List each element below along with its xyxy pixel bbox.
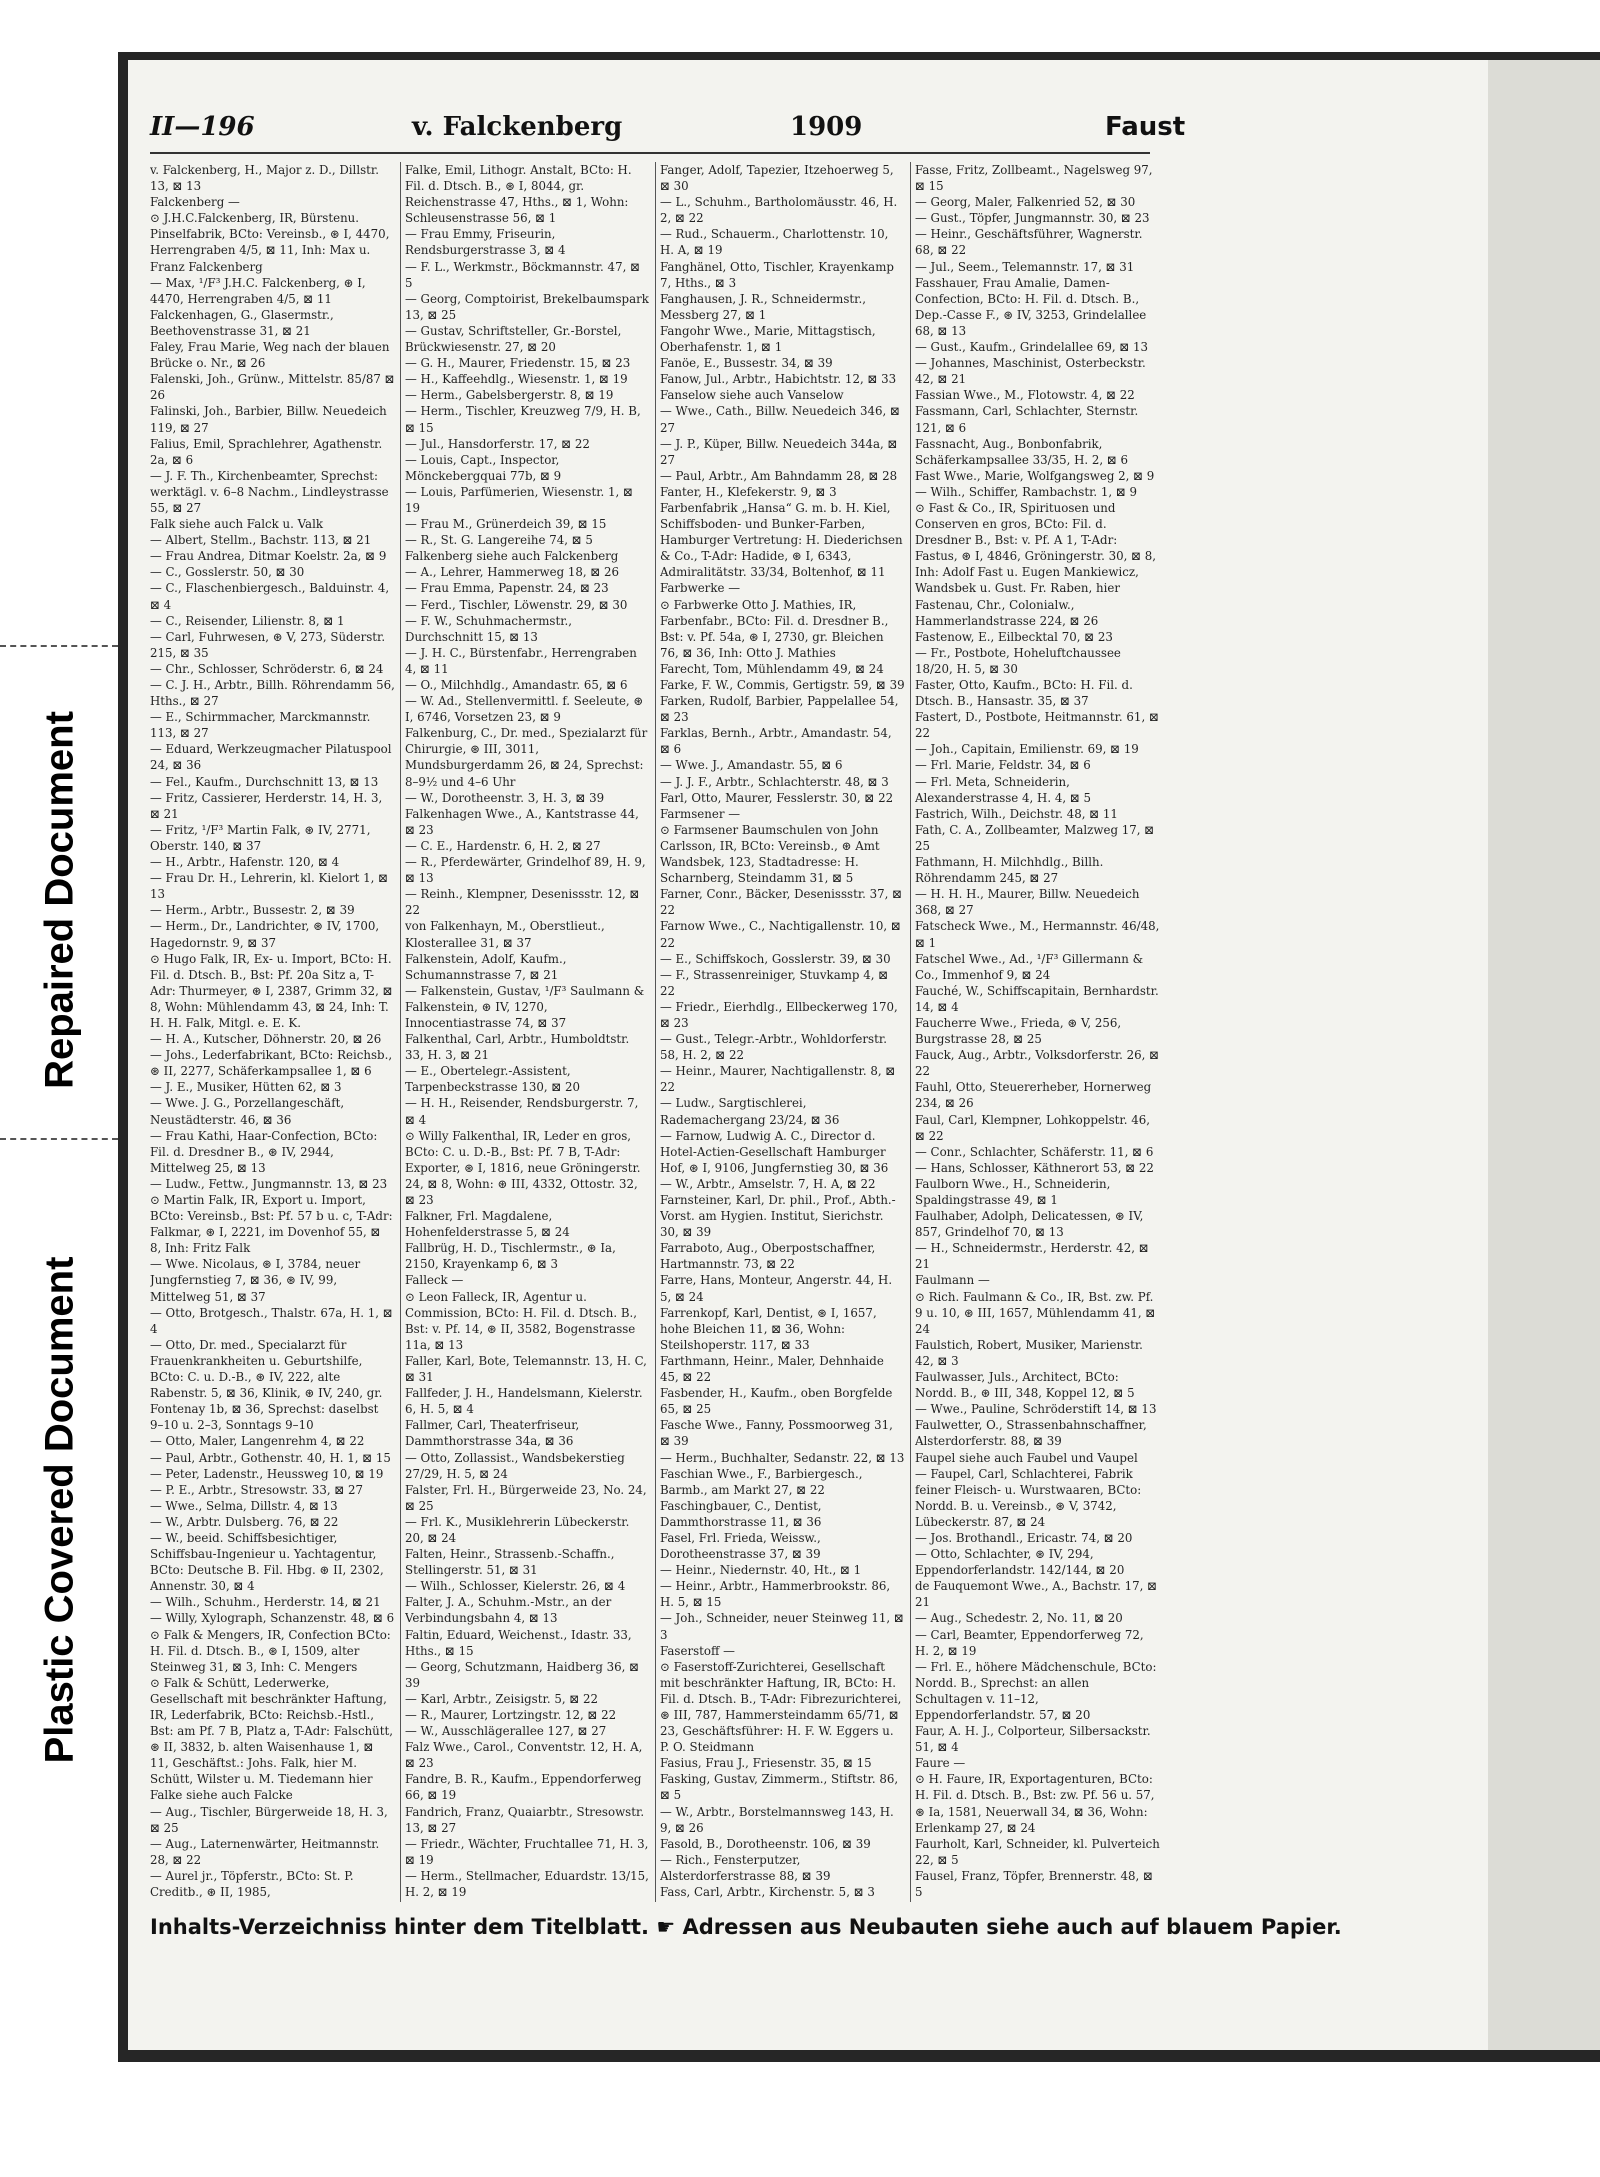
directory-entry: — Chr., Schlosser, Schröderstr. 6, ⊠ 24: [150, 661, 384, 676]
directory-entry: — Farnow, Ludwig A. C., Director d. Hotel-Actien-Gesellschaft Hamburger Hof, ⊛ I, 9106, Jungfernstieg 30, ⊠ 36: [660, 1128, 889, 1175]
directory-entry: Fasche Wwe., Fanny, Possmoorweg 31, ⊠ 39: [660, 1418, 893, 1449]
column-rule: [400, 162, 401, 1902]
directory-entry: — Georg, Comptoirist, Brekelbaumspark 13, ⊠ 25: [405, 291, 649, 322]
directory-entry: — J. F. Th., Kirchenbeamter, Sprechst: werktägl. v. 6–8 Nachm., Lindleystrasse 55, ⊠ 27: [150, 468, 389, 515]
left-annotation-strip: [0, 0, 118, 2177]
directory-entry: — Willy, Xylograph, Schanzenstr. 48, ⊠ 6: [150, 1611, 395, 1626]
directory-entry: Falkner, Frl. Magdalene, Hohenfelderstrasse 5, ⊠ 24: [405, 1209, 570, 1240]
page-right-edge: [1488, 60, 1600, 2050]
directory-entry: — Jul., Seem., Telemannstr. 17, ⊠ 31: [915, 259, 1135, 274]
directory-entry: Fanghausen, J. R., Schneidermstr., Messberg 27, ⊠ 1: [660, 291, 867, 322]
directory-entry: Fasbender, H., Kaufm., oben Borgfelde 65, ⊠ 25: [660, 1386, 893, 1417]
directory-entry: Falenski, Joh., Grünw., Mittelstr. 85/87 ⊠ 26: [150, 372, 395, 403]
directory-entry: — Conr., Schlachter, Schäferstr. 11, ⊠ 6: [915, 1144, 1154, 1159]
directory-entry: Fauck, Aug., Arbtr., Volksdorferstr. 26, ⊠ 22: [915, 1048, 1160, 1079]
directory-entry: Fandrich, Franz, Quaiarbtr., Stresowstr. 13, ⊠ 27: [405, 1804, 645, 1835]
directory-entry: Faster, Otto, Kaufm., BCto: H. Fil. d. Dtsch. B., Hansastr. 35, ⊠ 37: [915, 678, 1133, 709]
directory-entry: — W., Arbtr., Amselstr. 7, H. A, ⊠ 22: [660, 1176, 876, 1191]
directory-entry: ⊙ H. Faure, IR, Exportagenturen, BCto: H. Fil. d. Dtsch. B., Bst: zw. Pf. 56 u. 57, ⊛ Ia, 1581, Neuerwall 34, ⊠ 36, Wohn: Erlenkamp 27, ⊠ 24: [915, 1772, 1155, 1835]
directory-entry: — Herm., Buchhalter, Sedanstr. 22, ⊠ 13: [660, 1450, 905, 1465]
directory-entry: Fauhl, Otto, Steuererheber, Hornerweg 234, ⊠ 26: [915, 1080, 1152, 1111]
directory-entry: Fasel, Frl. Frieda, Weissw., Dorotheenstrasse 37, ⊠ 39: [660, 1530, 821, 1562]
directory-entry: — Fel., Kaufm., Durchschnitt 13, ⊠ 13: [150, 774, 379, 789]
directory-entry: Fasold, B., Dorotheenstr. 106, ⊠ 39: [660, 1836, 871, 1851]
column-rule: [655, 162, 656, 1902]
directory-entry: — Frl. E., höhere Mädchenschule, BCto: Nordd. B., Sprechst: an allen Schultagen v. 11–12, Eppendorferlandstr. 57, ⊠ 20: [915, 1659, 1157, 1722]
directory-entry: Fallfeder, J. H., Handelsmann, Kielerstr. 6, H. 5, ⊠ 4: [405, 1386, 643, 1417]
directory-entry: — Wwe., Selma, Dillstr. 4, ⊠ 13: [150, 1498, 338, 1513]
directory-entry: ⊙ J.H.C.Falckenberg, IR, Bürstenu. Pinselfabrik, BCto: Vereinsb., ⊛ I, 4470, Herrengraben 4/5, ⊠ 11, Inh: Max u. Franz Falckenberg: [150, 211, 390, 274]
repaired-document-label: Repaired Document: [37, 711, 82, 1089]
directory-entry: — Otto, Schlachter, ⊛ IV, 294, Eppendorferlandstr. 142/144, ⊠ 20: [915, 1547, 1125, 1578]
directory-entry: — P. E., Arbtr., Stresowstr. 33, ⊠ 27: [150, 1482, 363, 1497]
column-rule: [910, 162, 911, 1902]
directory-entry: Faulmann —: [915, 1273, 990, 1288]
label-column: [10, 0, 110, 2177]
directory-entry: — C., Gosslerstr. 50, ⊠ 30: [150, 565, 305, 580]
directory-entry: — Jos. Brothandl., Ericastr. 74, ⊠ 20: [915, 1530, 1133, 1545]
directory-entry: — Eduard, Werkzeugmacher Pilatuspool 24, ⊠ 36: [150, 742, 392, 773]
directory-entry: — Hans, Schlosser, Käthnerort 53, ⊠ 22: [915, 1160, 1154, 1175]
directory-entry: Faulhaber, Adolph, Delicatessen, ⊛ IV, 857, Grindelhof 70, ⊠ 13: [915, 1209, 1144, 1240]
directory-entry: Fast Wwe., Marie, Wolfgangsweg 2, ⊠ 9: [915, 468, 1155, 483]
directory-entry: Faulstich, Robert, Musiker, Marienstr. 42, ⊠ 3: [915, 1337, 1143, 1368]
directory-entry: — Fritz, Cassierer, Herderstr. 14, H. 3, ⊠ 21: [150, 790, 383, 821]
directory-entry: — W., Arbtr. Dulsberg. 76, ⊠ 22: [150, 1514, 339, 1529]
directory-entry: — Louis, Capt., Inspector, Mönckebergquai 77b, ⊠ 9: [405, 452, 562, 483]
directory-entry: — Frau M., Grünerdeich 39, ⊠ 15: [405, 517, 607, 532]
directory-column-1: [150, 162, 395, 1902]
directory-entry: ⊙ Falk & Schütt, Lederwerke, Gesellschaft mit beschränkter Haftung, IR, Lederfabrik, BCto: Reichsb.-Hstl., Bst: am Pf. 7 B, Platz a, T-Adr: Falschütt, ⊛ II, 3832, b. alten Waisenhause 1, ⊠ 11, Geschäftst.: Johs. Falk, hier M. Schütt, Wilster u. M. Tiedemann hier: [150, 1675, 393, 1787]
directory-entry: Falckenhagen, G., Glasermstr., Beethovenstrasse 31, ⊠ 21: [150, 307, 334, 338]
directory-entry: — Aug., Tischler, Bürgerweide 18, H. 3, ⊠ 25: [150, 1804, 388, 1835]
directory-entry: — R., Pferdewärter, Grindelhof 89, H. 9, ⊠ 13: [405, 855, 646, 886]
directory-entry: — Wwe. Nicolaus, ⊛ I, 3784, neuer Jungfernstieg 7, ⊠ 36, ⊛ IV, 99, Mittelweg 51, ⊠ 37: [150, 1257, 361, 1304]
directory-entry: Farken, Rudolf, Barbier, Pappelallee 54, ⊠ 23: [660, 694, 899, 725]
directory-entry: Faley, Frau Marie, Weg nach der blauen Brücke o. Nr., ⊠ 26: [150, 340, 390, 371]
directory-entry: — Otto, Maler, Langenrehm 4, ⊠ 22: [150, 1434, 365, 1449]
directory-entry: — Paul, Arbtr., Gothenstr. 40, H. 1, ⊠ 15: [150, 1450, 391, 1465]
directory-entry: — Gustav, Schriftsteller, Gr.-Borstel, Brückwiesenstr. 27, ⊠ 20: [405, 323, 622, 355]
directory-entry: Faulborn Wwe., H., Schneiderin, Spaldingstrasse 49, ⊠ 1: [915, 1176, 1111, 1207]
directory-entry: — Wilh., Schlosser, Kielerstr. 26, ⊠ 4: [405, 1579, 626, 1594]
directory-entry: Fathmann, H. Milchhdlg., Billh. Röhrendamm 245, ⊠ 27: [915, 855, 1104, 886]
directory-entry: Fatschel Wwe., Ad., ¹/F³ Gillermann & Co., Immenhof 9, ⊠ 24: [915, 951, 1144, 982]
directory-entry: — Joh., Schneider, neuer Steinweg 11, ⊠ 3: [660, 1611, 904, 1642]
directory-entry: — Georg, Schutzmann, Haidberg 36, ⊠ 39: [405, 1659, 640, 1690]
directory-entry: — E., Obertelegr.-Assistent, Tarpenbeckstrasse 130, ⊠ 20: [405, 1064, 581, 1095]
directory-entry: Farraboto, Aug., Oberpostschaffner, Hartmannstr. 73, ⊠ 22: [660, 1241, 876, 1272]
directory-entry: — Aurel jr., Töpferstr., BCto: St. P. Creditb., ⊛ II, 1985,: [150, 1868, 354, 1900]
directory-entry: — Jul., Hansdorferstr. 17, ⊠ 22: [405, 436, 590, 451]
dashed-separator-bottom: [0, 1138, 118, 1140]
directory-entry: — Paul, Arbtr., Am Bahndamm 28, ⊠ 28: [660, 468, 898, 483]
directory-entry: — W., Ausschlägerallee 127, ⊠ 27: [405, 1724, 607, 1739]
directory-entry: ⊙ Faserstoff-Zurichterei, Gesellschaft mit beschränkter Haftung, IR, BCto: H. Fil. d. Dtsch. B., T-Adr: Fibrezurichterei, ⊛ III, 787, Hammersteindamm 65/71, ⊠ 23, Geschäftsführer: H. F. W. Eggers u. P. O. Steidmann: [660, 1659, 902, 1755]
directory-entry: Falz Wwe., Carol., Conventstr. 12, H. A, ⊠ 23: [405, 1740, 643, 1771]
directory-entry: — E., Schirmmacher, Marckmannstr. 113, ⊠ 27: [150, 710, 371, 741]
directory-entry: — Faupel, Carl, Schlachterei, Fabrik feiner Fleisch- u. Wurstwaaren, BCto: Nordd. B. u. Vereinsb., ⊛ V, 3742, Lübeckerstr. 87, ⊠ 24: [915, 1466, 1142, 1529]
directory-entry: — Gust., Kaufm., Grindelallee 69, ⊠ 13: [915, 340, 1149, 355]
header-first-name: v. Falckenberg: [412, 112, 623, 142]
directory-entry: — J. H. C., Bürstenfabr., Herrengraben 4, ⊠ 11: [405, 645, 637, 676]
directory-entry: — A., Lehrer, Hammerweg 18, ⊠ 26: [405, 565, 620, 580]
directory-entry: — H., Arbtr., Hafenstr. 120, ⊠ 4: [150, 855, 340, 870]
directory-entry: — W., beeid. Schiffsbesichtiger, Schiffsbau-Ingenieur u. Yachtagentur, BCto: Deutsche B. Fil. Hbg. ⊛ II, 2302, Annenstr. 30, ⊠ 4: [150, 1530, 384, 1594]
page-header: [150, 112, 1186, 152]
directory-entry: Fallbrüg, H. D., Tischlermstr., ⊛ Ia, 2150, Krayenkamp 6, ⊠ 3: [405, 1241, 616, 1272]
directory-entry: Fath, C. A., Zollbeamter, Malzweg 17, ⊠ 25: [915, 822, 1155, 853]
directory-entry: — Herm., Dr., Landrichter, ⊛ IV, 1700, Hagedornstr. 9, ⊠ 37: [150, 919, 380, 950]
directory-entry: Faure —: [915, 1756, 966, 1771]
directory-entry: — Rich., Fensterputzer, Alsterdorferstrasse 88, ⊠ 39: [660, 1852, 831, 1883]
page-number: II—196: [150, 112, 255, 142]
directory-entry: Farbwerke —: [660, 581, 741, 596]
directory-entry: — Peter, Ladenstr., Heussweg 10, ⊠ 19: [150, 1466, 384, 1481]
directory-entry: — Wwe. J. G., Porzellangeschäft, Neustädterstr. 46, ⊠ 36: [150, 1096, 345, 1127]
directory-entry: Falten, Heinr., Strassenb.-Schaffn., Stellingerstr. 51, ⊠ 31: [405, 1547, 615, 1578]
directory-entry: — Friedr., Eierhdlg., Ellbeckerweg 170, ⊠ 23: [660, 999, 898, 1030]
directory-entry: — H., Kaffeehdlg., Wiesenstr. 1, ⊠ 19: [405, 372, 628, 387]
directory-entry: Falke siehe auch Falcke: [150, 1788, 293, 1803]
directory-entry: — Albert, Stellm., Bachstr. 113, ⊠ 21: [150, 533, 372, 548]
directory-entry: Falkenberg siehe auch Falckenberg: [405, 549, 619, 564]
directory-entry: — Gust., Töpfer, Jungmannstr. 30, ⊠ 23: [915, 211, 1150, 226]
directory-entry: Fasshauer, Frau Amalie, Damen-Confection, BCto: H. Fil. d. Dtsch. B., Dep.-Casse F., ⊛ IV, 3253, Grindelallee 68, ⊠ 13: [915, 275, 1147, 338]
directory-column-3: [660, 162, 905, 1902]
directory-entry: Fanselow siehe auch Vanselow: [660, 388, 844, 403]
directory-entry: — Frau Andrea, Ditmar Koelstr. 2a, ⊠ 9: [150, 549, 387, 564]
header-year: 1909: [790, 112, 863, 142]
directory-entry: Fastenau, Chr., Colonialw., Hammerlandstrasse 224, ⊠ 26: [915, 597, 1099, 628]
directory-entry: [660, 1900, 905, 1902]
directory-entry: [405, 1900, 650, 1902]
directory-entry: Falkenthal, Carl, Arbtr., Humboldtstr. 33, H. 3, ⊠ 21: [405, 1032, 630, 1063]
directory-entry: — Heinr., Geschäftsführer, Wagnerstr. 68, ⊠ 22: [915, 227, 1143, 258]
directory-entry: — E., Schiffskoch, Gosslerstr. 39, ⊠ 30: [660, 951, 891, 966]
directory-entry: Falius, Emil, Sprachlehrer, Agathenstr. 2a, ⊠ 6: [150, 436, 383, 467]
directory-entry: Fanger, Adolf, Tapezier, Itzehoerweg 5, ⊠ 30: [660, 163, 894, 194]
directory-entry: — Ludw., Fettw., Jungmannstr. 13, ⊠ 23: [150, 1176, 388, 1191]
directory-entry: v. Falckenberg, H., Major z. D., Dillstr. 13, ⊠ 13: [150, 163, 379, 194]
directory-entry: — Frau Emmy, Friseurin, Rendsburgerstrasse 3, ⊠ 4: [405, 227, 566, 258]
directory-entry: — Frl. Marie, Feldstr. 34, ⊠ 6: [915, 758, 1091, 773]
directory-entry: Farklas, Bernh., Arbtr., Amandastr. 54, ⊠ 6: [660, 726, 892, 757]
directory-entry: — Wwe., Pauline, Schröderstift 14, ⊠ 13: [915, 1402, 1157, 1417]
directory-entry: Farnow Wwe., C., Nachtigallenstr. 10, ⊠ 22: [660, 919, 901, 950]
directory-entry: Farner, Conr., Bäcker, Desenissstr. 37, ⊠ 22: [660, 887, 903, 918]
directory-entry: — H. A., Kutscher, Döhnerstr. 20, ⊠ 26: [150, 1032, 382, 1047]
directory-entry: ⊙ Hugo Falk, IR, Ex- u. Import, BCto: H. Fil. d. Dtsch. B., Bst: Pf. 20a Sitz a, T-Adr: Thurmeyer, ⊛ I, 2387, Grimm 32, ⊠ 8, Wohn: Mühlendamm 43, ⊠ 24, Inh: T. H. H. Falk, Mitgl. e. E. K.: [150, 951, 393, 1030]
directory-entry: Fauché, W., Schiffscapitain, Bernhardstr. 14, ⊠ 4: [915, 983, 1159, 1014]
directory-entry: Fanghänel, Otto, Tischler, Krayenkamp 7, Hths., ⊠ 3: [660, 259, 894, 290]
directory-entry: Fasking, Gustav, Zimmerm., Stiftstr. 86, ⊠ 5: [660, 1772, 899, 1803]
directory-entry: ⊙ Leon Falleck, IR, Agentur u. Commission, BCto: H. Fil. d. Dtsch. B., Bst: v. Pf. 14, ⊛ II, 3582, Bogenstrasse 11a, ⊠ 13: [405, 1289, 638, 1352]
directory-entry: Faupel siehe auch Faubel und Vaupel: [915, 1450, 1138, 1465]
directory-entry: Falke, Emil, Lithogr. Anstalt, BCto: H. Fil. d. Dtsch. B., ⊛ I, 8044, gr. Reichenstrasse 47, Hths., ⊠ 1, Wohn: Schleusenstrasse 56, ⊠ 1: [405, 163, 632, 226]
directory-entry: Faschingbauer, C., Dentist, Dammthorstrasse 11, ⊠ 36: [660, 1498, 822, 1529]
directory-entry: — F. L., Werkmstr., Böckmannstr. 47, ⊠ 5: [405, 259, 640, 290]
directory-entry: Farke, F. W., Commis, Gertigstr. 59, ⊠ 39: [660, 678, 905, 692]
directory-entry: — Johs., Lederfabrikant, BCto: Reichsb., ⊛ II, 2277, Schäferkampsallee 1, ⊠ 6: [150, 1048, 393, 1079]
directory-entry: — F. W., Schuhmachermstr., Durchschnitt 15, ⊠ 13: [405, 613, 573, 644]
directory-entry: — H. H. H., Maurer, Billw. Neuedeich 368, ⊠ 27: [915, 887, 1140, 918]
directory-entry: — Georg, Maler, Falkenried 52, ⊠ 30: [915, 195, 1136, 210]
directory-entry: Fanow, Jul., Arbtr., Habichtstr. 12, ⊠ 33: [660, 372, 897, 387]
directory-entry: Falk siehe auch Falck u. Valk: [150, 517, 323, 532]
directory-entry: — H. H., Reisender, Rendsburgerstr. 7, ⊠ 4: [405, 1096, 639, 1127]
directory-entry: Farrenkopf, Karl, Dentist, ⊛ I, 1657, hohe Bleichen 11, ⊠ 36, Wohn: Steilshoperstr. 117, ⊠ 33: [660, 1305, 877, 1352]
directory-entry: — Carl, Beamter, Eppendorferweg 72, H. 2, ⊠ 19: [915, 1627, 1144, 1658]
directory-entry: — Wwe., Cath., Billw. Neuedeich 346, ⊠ 27: [660, 404, 900, 435]
directory-entry: Faller, Karl, Bote, Telemannstr. 13, H. C, ⊠ 31: [405, 1353, 647, 1385]
directory-entry: Faschian Wwe., F., Barbiergesch., Barmb., am Markt 27, ⊠ 22: [660, 1466, 863, 1497]
directory-entry: — C. E., Hardenstr. 6, H. 2, ⊠ 27: [405, 838, 601, 853]
header-rule: [150, 152, 1150, 154]
directory-entry: — Herm., Arbtr., Bussestr. 2, ⊠ 39: [150, 903, 355, 918]
page-footer-note: Inhalts-Verzeichniss hinter dem Titelblatt. ☛ Adressen aus Neubauten siehe auch auf blauem Papier.: [150, 1915, 1342, 1939]
directory-entry: Fassmann, Carl, Schlachter, Sternstr. 121, ⊠ 6: [915, 404, 1139, 435]
directory-entry: Falinski, Joh., Barbier, Billw. Neuedeich 119, ⊠ 27: [150, 404, 387, 435]
directory-entry: Farecht, Tom, Mühlendamm 49, ⊠ 24: [660, 661, 884, 676]
directory-entry: Farre, Hans, Monteur, Angerstr. 44, H. 5, ⊠ 24: [660, 1273, 893, 1304]
directory-entry: Farl, Otto, Maurer, Fesslerstr. 30, ⊠ 22: [660, 790, 894, 805]
directory-entry: — Carl, Fuhrwesen, ⊛ V, 273, Süderstr. 215, ⊠ 35: [150, 629, 386, 660]
directory-entry: — C. J. H., Arbtr., Billh. Röhrendamm 56, Hths., ⊠ 27: [150, 678, 395, 709]
directory-entry: Falleck —: [405, 1273, 464, 1288]
directory-entry: — Johannes, Maschinist, Osterbeckstr. 42, ⊠ 21: [915, 356, 1146, 387]
directory-entry: Fanöe, E., Bussestr. 34, ⊠ 39: [660, 356, 833, 371]
directory-entry: — O., Milchhdlg., Amandastr. 65, ⊠ 6: [405, 678, 628, 692]
directory-entry: — C., Reisender, Lilienstr. 8, ⊠ 1: [150, 613, 345, 628]
directory-entry: Fasius, Frau J., Friesenstr. 35, ⊠ 15: [660, 1756, 872, 1771]
directory-entry: — W., Arbtr., Borstelmannsweg 143, H. 9, ⊠ 26: [660, 1804, 894, 1835]
directory-entry: — Joh., Capitain, Emilienstr. 69, ⊠ 19: [915, 742, 1139, 757]
directory-entry: — R., St. G. Langereihe 74, ⊠ 5: [405, 533, 593, 548]
directory-entry: — Heinr., Maurer, Nachtigallenstr. 8, ⊠ 22: [660, 1064, 896, 1095]
plastic-covered-label: Plastic Covered Document: [37, 1256, 82, 1764]
directory-entry: Fastert, D., Postbote, Heitmannstr. 61, ⊠ 22: [915, 710, 1159, 741]
directory-entry: Fanter, H., Klefekerstr. 9, ⊠ 3: [660, 484, 837, 499]
directory-entry: — W. Ad., Stellenvermittl. f. Seeleute, ⊛ I, 6746, Vorsetzen 23, ⊠ 9: [405, 694, 644, 725]
directory-entry: — Gust., Telegr.-Arbtr., Wohldorferstr. 58, H. 2, ⊠ 22: [660, 1032, 887, 1063]
directory-entry: — Heinr., Niedernstr. 40, Ht., ⊠ 1: [660, 1563, 862, 1578]
directory-entry: Falster, Frl. H., Bürgerweide 23, No. 24, ⊠ 25: [405, 1482, 647, 1513]
directory-entry: — Heinr., Arbtr., Hammerbrookstr. 86, H. 5, ⊠ 15: [660, 1579, 891, 1610]
directory-entry: Fangohr Wwe., Marie, Mittagstisch, Oberhafenstr. 1, ⊠ 1: [660, 323, 876, 355]
directory-entry: — Max, ¹/F³ J.H.C. Falckenberg, ⊛ I, 4470, Herrengraben 4/5, ⊠ 11: [150, 275, 366, 306]
directory-entry: Fassnacht, Aug., Bonbonfabrik, Schäferkampsallee 33/35, H. 2, ⊠ 6: [915, 436, 1129, 467]
directory-entry: — L., Schuhm., Bartholomäusstr. 46, H. 2, ⊠ 22: [660, 195, 898, 226]
directory-entry: Farbenfabrik „Hansa“ G. m. b. H. Kiel, Schiffsboden- und Bunker-Farben, Hamburger Vertretung: H. Diederichsen & Co., T-Adr: Hadide, ⊛ I, 6343, Admiralitätstr. 33/34, Boltenhof, ⊠ 11: [660, 500, 903, 580]
directory-entry: — Herm., Tischler, Kreuzweg 7/9, H. B, ⊠ 15: [405, 404, 641, 435]
directory-entry: Faltin, Eduard, Weichenst., Idastr. 33, Hths., ⊠ 15: [405, 1627, 632, 1658]
directory-entry: — Wilh., Schiffer, Rambachstr. 1, ⊠ 9: [915, 484, 1138, 499]
directory-entry: — Otto, Zollassist., Wandsbekerstieg 27/29, H. 5, ⊠ 24: [405, 1450, 625, 1481]
directory-entry: ⊙ Falk & Mengers, IR, Confection BCto: H. Fil. d. Dtsch. B., ⊛ I, 1509, alter Steinweg 31, ⊠ 3, Inh: C. Mengers: [150, 1627, 391, 1674]
directory-entry: ⊙ Fast & Co., IR, Spirituosen und Conserven en gros, BCto: Fil. d. Dresdner B., Bst: v. Pf. A 1, T-Adr: Fastus, ⊛ I, 4846, Gröningerstr. 30, ⊠ 8, Inh: Adolf Fast u. Eugen Mankiewicz, Wandsbek u. Gust. Fr. Raben, hier: [915, 500, 1157, 596]
directory-entry: ⊙ Farmsener Baumschulen von John Carlsson, IR, BCto: Vereinsb., ⊛ Amt Wandsbek, 123, Stadtadresse: H. Scharnberg, Steindamm 31, ⊠ 5: [660, 822, 880, 886]
directory-entry: Falckenberg —: [150, 195, 240, 210]
directory-entry: — J. J. F., Arbtr., Schlachterstr. 48, ⊠ 3: [660, 774, 889, 789]
directory-entry: — Rud., Schauerm., Charlottenstr. 10, H. A, ⊠ 19: [660, 227, 889, 258]
directory-entry: — Reinh., Klempner, Desenissstr. 12, ⊠ 22: [405, 887, 640, 918]
directory-entry: — Friedr., Wächter, Fruchtallee 71, H. 3, ⊠ 19: [405, 1836, 649, 1867]
directory-entry: — Herm., Gabelsbergerstr. 8, ⊠ 19: [405, 388, 614, 403]
directory-entry: Fatscheck Wwe., M., Hermannstr. 46/48, ⊠ 1: [915, 919, 1160, 950]
directory-entry: Falter, J. A., Schuhm.-Mstr., an der Verbindungsbahn 4, ⊠ 13: [405, 1595, 612, 1626]
directory-entry: Farnsteiner, Karl, Dr. phil., Prof., Abth.-Vorst. am Hygien. Institut, Sierichstr. 30, ⊠ 39: [660, 1193, 896, 1240]
directory-entry: Farthmann, Heinr., Maler, Dehnhaide 45, ⊠ 22: [660, 1353, 884, 1385]
directory-entry: ⊙ Willy Falkenthal, IR, Leder en gros, BCto: C. u. D.-B., Bst: Pf. 7 B, T-Adr: Exporter, ⊛ I, 1816, neue Gröningerstr. 24, ⊠ 8, Wohn: ⊛ III, 4332, Ottostr. 32, ⊠ 23: [405, 1128, 641, 1207]
directory-entry: Fandre, B. R., Kaufm., Eppendorferweg 66, ⊠ 19: [405, 1772, 642, 1803]
directory-entry: — J. P., Küper, Billw. Neuedeich 344a, ⊠ 27: [660, 436, 898, 467]
directory-entry: Fassian Wwe., M., Flotowstr. 4, ⊠ 22: [915, 388, 1135, 403]
directory-entry: ⊙ Farbwerke Otto J. Mathies, IR, Farbenfabr., BCto: Fil. d. Dresdner B., Bst: v. Pf. 54a, ⊛ I, 2730, gr. Bleichen 76, ⊠ 36, Inh: Otto J. Mathies: [660, 597, 889, 660]
directory-entry: — Karl, Arbtr., Zeisigstr. 5, ⊠ 22: [405, 1691, 598, 1706]
directory-entry: — J. E., Musiker, Hütten 62, ⊠ 3: [150, 1080, 342, 1095]
directory-entry: Faurholt, Karl, Schneider, kl. Pulverteich 22, ⊠ 5: [915, 1836, 1160, 1867]
directory-entry: Fastrich, Wilh., Deichstr. 48, ⊠ 11: [915, 806, 1118, 821]
directory-entry: Fastenow, E., Eilbecktal 70, ⊠ 23: [915, 629, 1113, 644]
header-last-name: Faust: [1105, 112, 1186, 142]
directory-entry: — Frau Dr. H., Lehrerin, kl. Kielort 1, ⊠ 13: [150, 871, 389, 902]
directory-entry: — Frl. K., Musiklehrerin Lübeckerstr. 20, ⊠ 24: [405, 1514, 630, 1545]
directory-entry: Fasse, Fritz, Zollbeamt., Nagelsweg 97, ⊠ 15: [915, 163, 1153, 194]
directory-entry: — W., Dorotheenstr. 3, H. 3, ⊠ 39: [405, 790, 605, 805]
directory-entry: Fallmer, Carl, Theaterfriseur, Dammthorstrasse 34a, ⊠ 36: [405, 1418, 580, 1449]
directory-entry: — R., Maurer, Lortzingstr. 12, ⊠ 22: [405, 1708, 617, 1722]
directory-entry: Falkenburg, C., Dr. med., Spezialarzt für Chirurgie, ⊛ III, 3011, Mundsburgerdamm 26, ⊠ 24, Sprechst: 8–9½ und 4–6 Uhr: [405, 726, 648, 789]
directory-entry: — Fr., Postbote, Hoheluftchaussee 18/20, H. 5, ⊠ 30: [915, 645, 1121, 676]
directory-entry: — Frau Kathi, Haar-Confection, BCto: Fil. d. Dresdner B., ⊛ IV, 2944, Mittelweg 25, ⊠ 13: [150, 1128, 378, 1175]
directory-entry: — Otto, Brotgesch., Thalstr. 67a, H. 1, ⊠ 4: [150, 1305, 393, 1336]
directory-entry: von Falkenhayn, M., Oberstlieut., Klosterallee 31, ⊠ 37: [405, 919, 605, 950]
directory-entry: Faucherre Wwe., Frieda, ⊛ V, 256, Burgstrasse 28, ⊠ 25: [915, 1015, 1122, 1047]
directory-entry: — Wilh., Schuhm., Herderstr. 14, ⊠ 21: [150, 1595, 381, 1610]
directory-entry: — G. H., Maurer, Friedenstr. 15, ⊠ 23: [405, 356, 631, 371]
directory-entry: — F., Strassenreiniger, Stuvkamp 4, ⊠ 22: [660, 967, 889, 998]
directory-column-2: [405, 162, 650, 1902]
directory-entry: — Falkenstein, Gustav, ¹/F³ Saulmann & Falkenstein, ⊛ IV, 1270, Innocentiastrasse 74, ⊠ 37: [405, 983, 645, 1030]
directory-entry: — Ferd., Tischler, Löwenstr. 29, ⊠ 30: [405, 597, 628, 612]
directory-entry: — Fritz, ¹/F³ Martin Falk, ⊛ IV, 2771, Oberstr. 140, ⊠ 37: [150, 822, 371, 853]
directory-entry: — H., Schneidermstr., Herderstr. 42, ⊠ 21: [915, 1241, 1149, 1272]
directory-entry: — Louis, Parfümerien, Wiesenstr. 1, ⊠ 19: [405, 484, 633, 515]
directory-entry: — Wwe. J., Amandastr. 55, ⊠ 6: [660, 758, 843, 773]
directory-entry: Faul, Carl, Klempner, Lohkoppelstr. 46, ⊠ 22: [915, 1112, 1151, 1143]
directory-entry: Faur, A. H. J., Colporteur, Silbersackstr. 51, ⊠ 4: [915, 1724, 1151, 1755]
directory-entry: — Frl. Meta, Schneiderin, Alexanderstrasse 4, H. 4, ⊠ 5: [915, 774, 1091, 805]
directory-column-4: [915, 162, 1160, 1902]
directory-entry: Farmsener —: [660, 806, 741, 821]
directory-entry: Faulwasser, Juls., Architect, BCto: Nordd. B., ⊛ III, 348, Koppel 12, ⊠ 5: [915, 1370, 1135, 1401]
directory-entry: — C., Flaschenbiergesch., Balduinstr. 4, ⊠ 4: [150, 581, 390, 612]
directory-entry: [915, 1900, 1160, 1902]
directory-entry: — Aug., Laternenwärter, Heitmannstr. 28, ⊠ 22: [150, 1836, 380, 1867]
directory-entry: ⊙ Martin Falk, IR, Export u. Import, BCto: Vereinsb., Bst: Pf. 57 b u. c, T-Adr: Falkmar, ⊛ I, 2221, im Dovenhof 55, ⊠ 8, Inh: Fritz Falk: [150, 1193, 393, 1256]
directory-entry: Falkenstein, Adolf, Kaufm., Schumannstrasse 7, ⊠ 21: [405, 951, 567, 982]
directory-entry: — Aug., Schedestr. 2, No. 11, ⊠ 20: [915, 1611, 1123, 1626]
directory-entry: Fausel, Franz, Töpfer, Brennerstr. 48, ⊠ 5: [915, 1868, 1153, 1900]
directory-entry: — Ludw., Sargtischlerei, Rademachergang 23/24, ⊠ 36: [660, 1096, 840, 1127]
directory-entry: Fass, Carl, Arbtr., Kirchenstr. 5, ⊠ 3: [660, 1885, 875, 1900]
directory-entry: Faulwetter, O., Strassenbahnschaffner, Alsterdorferstr. 88, ⊠ 39: [915, 1418, 1147, 1449]
directory-entry: de Fauquemont Wwe., A., Bachstr. 17, ⊠ 21: [915, 1579, 1157, 1610]
directory-entry: Faserstoff —: [660, 1643, 735, 1658]
directory-entry: — Otto, Dr. med., Specialarzt für Frauenkrankheiten u. Geburtshilfe, BCto: C. u. D.-B., ⊛ IV, 222, alte Rabenstr. 5, ⊠ 36, Klinik, ⊛ IV, 240, gr. Fontenay 1b, ⊠ 36, Sprechst: daselbst 9–10 u. 2–3, Sonntags 9–10: [150, 1337, 383, 1433]
directory-entry: ⊙ Rich. Faulmann & Co., IR, Bst. zw. Pf. 9 u. 10, ⊛ III, 1657, Mühlendamm 41, ⊠ 24: [915, 1289, 1156, 1336]
directory-entry: Falkenhagen Wwe., A., Kantstrasse 44, ⊠ 23: [405, 806, 639, 837]
directory-entry: — Frau Emma, Papenstr. 24, ⊠ 23: [405, 581, 609, 596]
directory-entry: — Herm., Stellmacher, Eduardstr. 13/15, H. 2, ⊠ 19: [405, 1868, 649, 1900]
